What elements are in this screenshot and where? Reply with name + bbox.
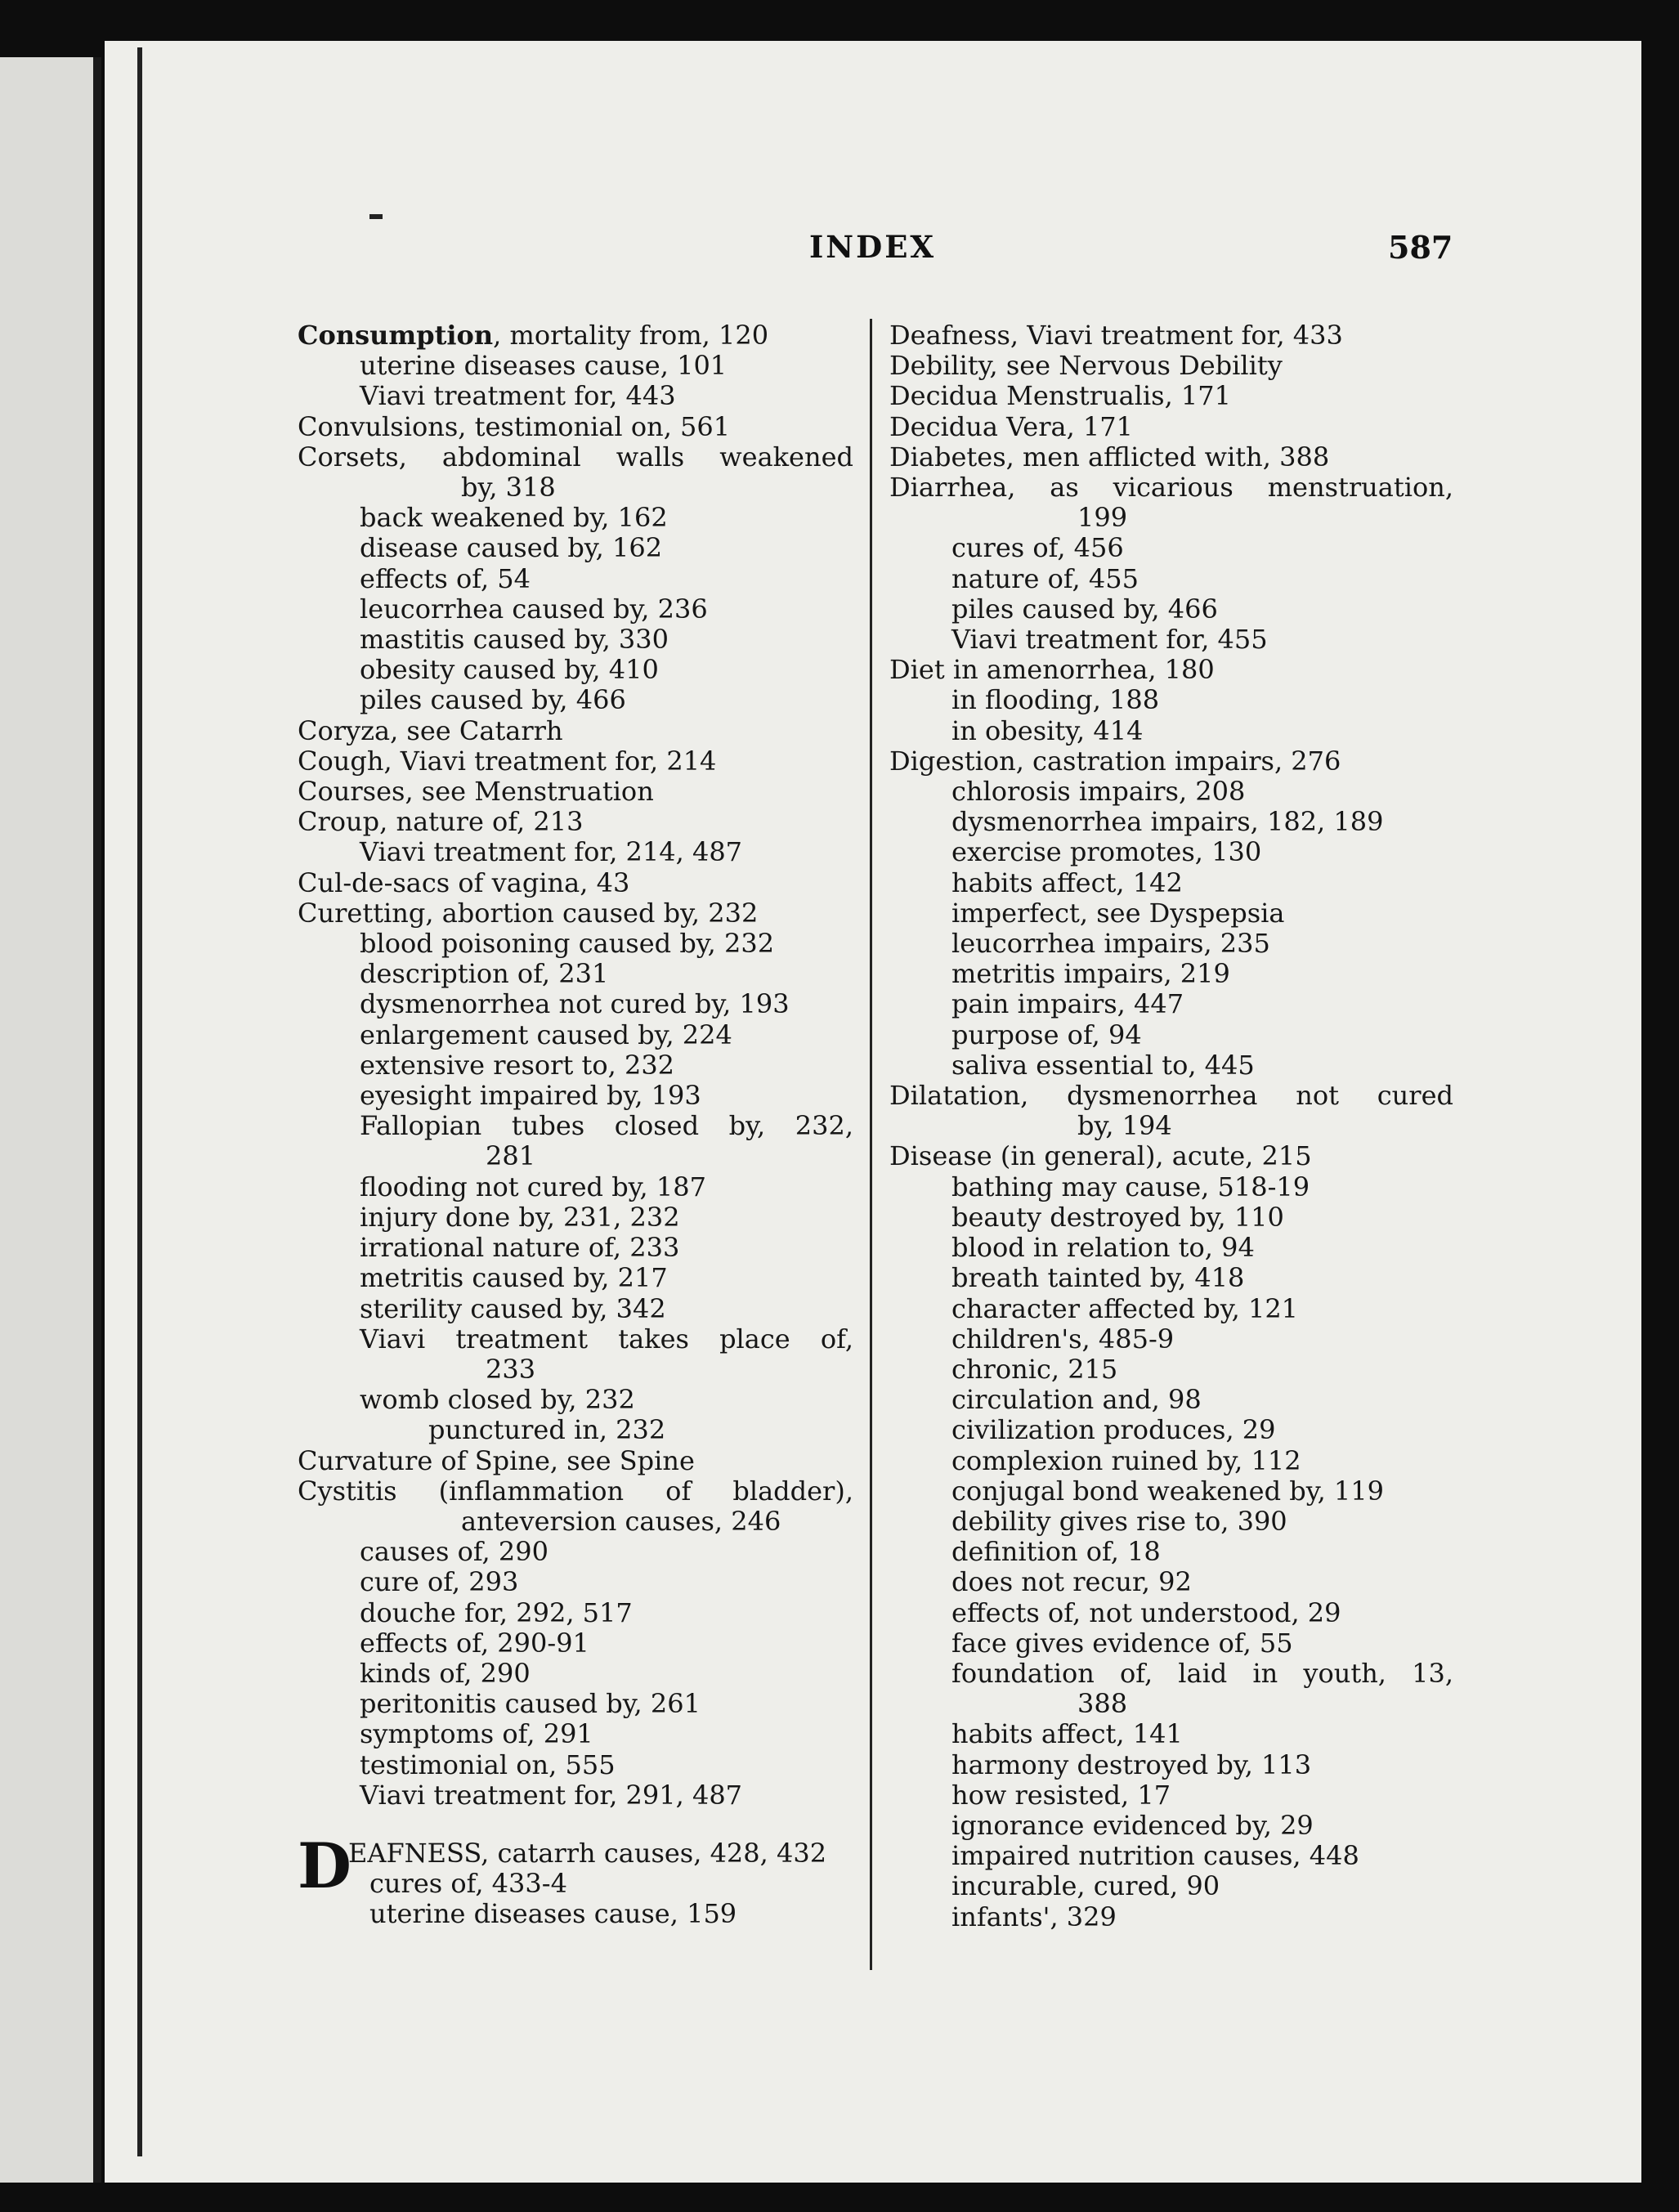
index-subentry: Viavi treatment for, 455: [951, 624, 1268, 656]
index-entry: Diarrhea, as vicarious menstruation,: [889, 472, 1453, 504]
index-subentry: debility gives rise to, 390: [951, 1505, 1287, 1537]
index-entry-continuation: 233: [486, 1353, 536, 1385]
index-subentry: symptoms of, 291: [360, 1718, 593, 1750]
index-subentry: infants', 329: [951, 1901, 1117, 1932]
index-subentry: conjugal bond weakened by, 119: [951, 1475, 1384, 1507]
index-subentry: chronic, 215: [951, 1353, 1118, 1385]
index-subentry: face gives evidence of, 55: [951, 1627, 1293, 1659]
index-subentry: mastitis caused by, 330: [360, 624, 669, 656]
index-subentry: sterility caused by, 342: [360, 1292, 666, 1324]
index-subentry: uterine diseases cause, 159: [369, 1898, 737, 1930]
index-subentry: blood poisoning caused by, 232: [360, 928, 775, 960]
index-subentry: purpose of, 94: [951, 1019, 1142, 1050]
index-entry: Corsets, abdominal walls weakened: [298, 441, 853, 472]
page-number: 587: [1388, 229, 1453, 266]
index-subentry: effects of, 290-91: [360, 1627, 589, 1659]
index-entry: Cul-de-sacs of vagina, 43: [298, 866, 630, 898]
index-subentry: imperfect, see Dyspepsia: [951, 897, 1285, 929]
index-subentry: incurable, cured, 90: [951, 1870, 1220, 1902]
running-head-title: INDEX: [809, 229, 937, 265]
index-entry: EAFNESS, catarrh causes, 428, 432 D: [298, 1829, 827, 1902]
index-subentry: back weakened by, 162: [360, 502, 668, 534]
index-subentry: obesity caused by, 410: [360, 654, 659, 686]
index-subentry: Viavi treatment for, 214, 487: [360, 836, 743, 868]
index-subentry: causes of, 290: [360, 1536, 548, 1568]
index-subentry: chlorosis impairs, 208: [951, 776, 1246, 808]
index-subentry: does not recur, 92: [951, 1566, 1192, 1598]
index-entry: Curetting, abortion caused by, 232: [298, 897, 759, 929]
index-entry-continuation: by, 194: [1077, 1110, 1172, 1142]
index-subentry: Fallopian tubes closed by, 232,: [360, 1110, 853, 1142]
index-subentry: douche for, 292, 517: [360, 1596, 633, 1628]
index-entry: Disease (in general), acute, 215: [889, 1140, 1312, 1172]
index-entry: Cough, Viavi treatment for, 214: [298, 745, 717, 777]
index-subentry: civilization produces, 29: [951, 1414, 1276, 1446]
drop-cap: D: [298, 1829, 351, 1902]
index-subsubentry: punctured in, 232: [428, 1414, 666, 1446]
index-subentry: peritonitis caused by, 261: [360, 1688, 701, 1720]
index-subentry: description of, 231: [360, 958, 609, 990]
index-entry: Debility, see Nervous Debility: [889, 350, 1283, 382]
index-subentry: Viavi treatment takes place of,: [360, 1323, 853, 1355]
index-subentry: circulation and, 98: [951, 1384, 1202, 1416]
index-subentry: how resisted, 17: [951, 1779, 1171, 1811]
index-subentry: saliva essential to, 445: [951, 1049, 1255, 1081]
binding-shadow: [93, 57, 101, 2183]
index-subentry: metritis impairs, 219: [951, 958, 1230, 990]
index-subentry: dysmenorrhea not cured by, 193: [360, 988, 790, 1020]
index-subentry: Viavi treatment for, 291, 487: [360, 1779, 743, 1811]
index-entry-continuation: anteversion causes, 246: [461, 1505, 781, 1537]
index-subentry: harmony destroyed by, 113: [951, 1749, 1312, 1780]
index-subentry: injury done by, 231, 232: [360, 1201, 680, 1233]
index-entry: Decidua Vera, 171: [889, 410, 1133, 442]
index-subentry: breath tainted by, 418: [951, 1262, 1245, 1294]
index-subentry: in flooding, 188: [951, 684, 1160, 716]
index-subentry: metritis caused by, 217: [360, 1262, 668, 1294]
index-subentry: enlargement caused by, 224: [360, 1019, 732, 1050]
stray-mark: [369, 214, 383, 219]
index-subentry: habits affect, 141: [951, 1718, 1183, 1750]
index-subentry: kinds of, 290: [360, 1657, 531, 1689]
index-subentry: children's, 485-9: [951, 1323, 1175, 1355]
index-subentry: piles caused by, 466: [360, 684, 626, 716]
index-subentry: cures of, 456: [951, 532, 1124, 564]
index-entry: Convulsions, testimonial on, 561: [298, 410, 731, 442]
index-subentry: impaired nutrition causes, 448: [951, 1840, 1359, 1872]
index-subentry: piles caused by, 466: [951, 593, 1218, 625]
index-entry: Diet in amenorrhea, 180: [889, 654, 1215, 686]
index-subentry: uterine diseases cause, 101: [360, 350, 728, 382]
index-subentry: bathing may cause, 518-19: [951, 1171, 1310, 1202]
index-entry: Curvature of Spine, see Spine: [298, 1444, 695, 1476]
index-headword: Consumption: [298, 320, 494, 351]
index-entry: Croup, nature of, 213: [298, 806, 584, 838]
index-subentry: definition of, 18: [951, 1536, 1161, 1568]
index-entry: Coryza, see Catarrh: [298, 714, 563, 746]
index-entry: Digestion, castration impairs, 276: [889, 745, 1341, 777]
index-entry: Courses, see Menstruation: [298, 776, 654, 808]
index-subentry: eyesight impaired by, 193: [360, 1080, 701, 1112]
index-subentry: cures of, 433-4: [369, 1868, 567, 1900]
index-subentry: leucorrhea caused by, 236: [360, 593, 708, 625]
index-subentry: effects of, 54: [360, 562, 531, 594]
index-subentry: effects of, not understood, 29: [951, 1596, 1341, 1628]
index-subentry: ignorance evidenced by, 29: [951, 1809, 1314, 1841]
index-subentry: blood in relation to, 94: [951, 1232, 1255, 1264]
index-subentry: dysmenorrhea impairs, 182, 189: [951, 806, 1384, 838]
index-subentry: leucorrhea impairs, 235: [951, 928, 1270, 960]
index-subentry: extensive resort to, 232: [360, 1049, 675, 1081]
index-entry: Diabetes, men afflicted with, 388: [889, 441, 1330, 472]
index-subentry: womb closed by, 232: [360, 1384, 635, 1416]
index-subentry: in obesity, 414: [951, 714, 1144, 746]
index-subentry: foundation of, laid in youth, 13,: [951, 1657, 1453, 1689]
index-subentry: disease caused by, 162: [360, 532, 663, 564]
index-entry: Deafness, Viavi treatment for, 433: [889, 320, 1343, 351]
index-entry: Decidua Menstrualis, 171: [889, 380, 1231, 412]
index-subentry: pain impairs, 447: [951, 988, 1184, 1020]
index-entry: Consumption, mortality from, 120: [298, 320, 769, 351]
index-subentry: nature of, 455: [951, 562, 1139, 594]
facing-page-edge: [0, 57, 96, 2183]
index-entry-continuation: by, 318: [461, 472, 556, 504]
index-entry: Cystitis (inflammation of bladder),: [298, 1475, 853, 1507]
index-subentry: complexion ruined by, 112: [951, 1444, 1301, 1476]
index-subentry: character affected by, 121: [951, 1292, 1299, 1324]
index-subentry: habits affect, 142: [951, 866, 1183, 898]
index-subentry: Viavi treatment for, 443: [360, 380, 676, 412]
index-subentry: flooding not cured by, 187: [360, 1171, 706, 1202]
index-subentry: cure of, 293: [360, 1566, 519, 1598]
page-border-line: [137, 47, 142, 2156]
index-entry: Dilatation, dysmenorrhea not cured: [889, 1080, 1453, 1112]
index-entry-continuation: 388: [1077, 1688, 1128, 1720]
index-subentry: testimonial on, 555: [360, 1749, 616, 1780]
index-column-left: [298, 320, 853, 1930]
column-divider: [870, 319, 872, 1970]
index-entry-continuation: 281: [486, 1140, 536, 1172]
index-entry-continuation: 199: [1077, 502, 1128, 534]
section-gap: [298, 1811, 853, 1838]
index-subentry: beauty destroyed by, 110: [951, 1201, 1284, 1233]
index-column-right: [889, 320, 1453, 1932]
index-subentry: exercise promotes, 130: [951, 836, 1262, 868]
index-subentry: irrational nature of, 233: [360, 1232, 680, 1264]
